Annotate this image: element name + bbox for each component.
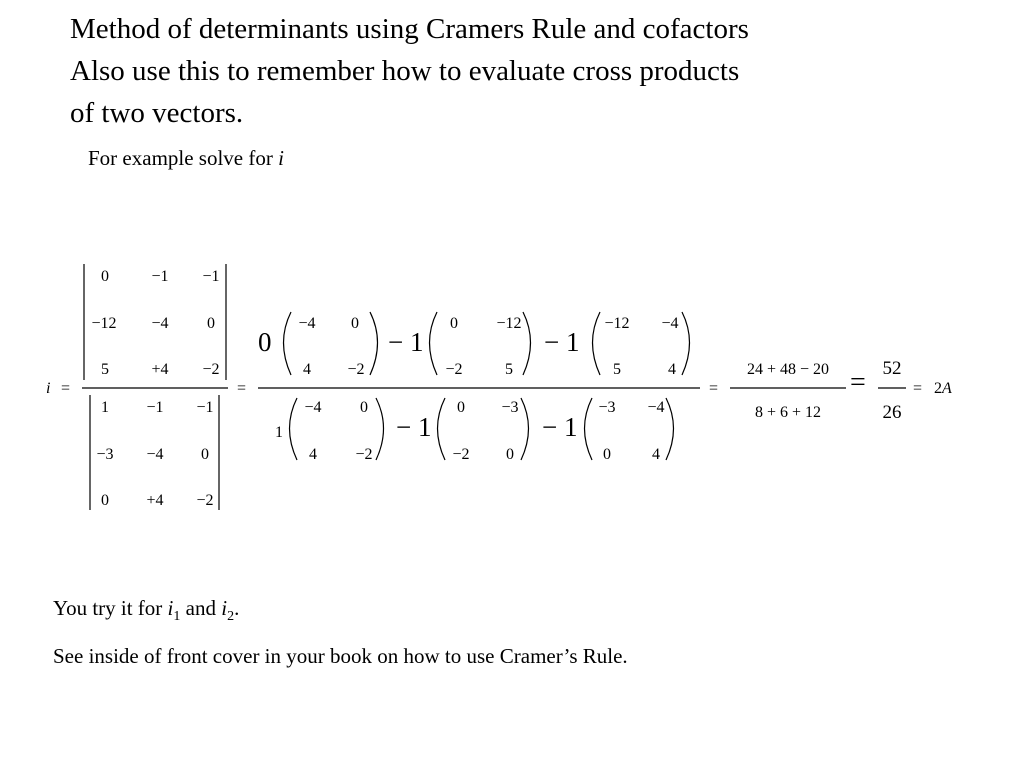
det-den-cell: 0 (201, 446, 209, 463)
note-cramers-reference: See inside of front cover in your book on how to use Cramer’s Rule. (53, 644, 628, 668)
note-sub-2: 2 (227, 609, 235, 625)
paren-n1-right (370, 312, 378, 375)
exp-num-coef1: 0 (258, 327, 272, 357)
exp-den-minor2-cell: 0 (506, 446, 514, 463)
exp-den-minor1-cell: 4 (309, 446, 317, 463)
exp-num-minor2-cell: −12 (496, 315, 522, 332)
final-numerator: 52 (882, 358, 902, 379)
paren-n3-left (593, 312, 601, 375)
det-den-cell: −4 (146, 446, 164, 463)
det-num-cell: −4 (151, 315, 169, 332)
exp-den-minor2-cell: −3 (501, 399, 519, 416)
sum-denominator: 8 + 6 + 12 (754, 404, 822, 421)
det-den-cell: −3 (96, 446, 114, 463)
result (934, 380, 952, 398)
exp-den-minor3-cell: −3 (598, 399, 616, 416)
exp-num-minor3-cell: 5 (613, 361, 621, 378)
det-num-cell: 0 (101, 268, 109, 285)
result-coef: 2 (934, 380, 942, 397)
note-var-1: i (167, 596, 174, 620)
paren-n1-left (284, 312, 292, 375)
lhs-variable: i (46, 380, 51, 397)
det-num-cell: −1 (202, 268, 220, 285)
paren-d1-right (376, 398, 384, 460)
paren-d3-left (585, 398, 593, 460)
final-denominator: 26 (882, 402, 902, 423)
note-and: and (180, 596, 222, 620)
exp-num-minor3-cell: −12 (604, 315, 630, 332)
det-den-cell: +4 (146, 492, 164, 509)
example-prompt-text: For example solve for (88, 146, 279, 170)
note-period: . (234, 596, 240, 620)
det-den-cell: −2 (196, 492, 214, 509)
det-num-cell: −1 (151, 268, 169, 285)
det-num-cell: 5 (101, 361, 109, 378)
result-var: A (942, 380, 952, 397)
exp-num-op2: − 1 (388, 327, 424, 357)
exp-den-minor3-cell: −4 (647, 399, 665, 416)
paren-n2-left (430, 312, 438, 375)
exp-den-minor3-cell: 0 (603, 446, 611, 463)
equals-3: = (913, 380, 923, 397)
exp-num-minor1-cell: −2 (347, 361, 365, 378)
exp-num-minor3-cell: −4 (661, 315, 679, 332)
exp-den-minor2-cell: 0 (457, 399, 465, 416)
det-den-cell: −1 (146, 399, 164, 416)
exp-den-op3: − 1 (542, 412, 578, 442)
exp-num-minor1-cell: −4 (298, 315, 316, 332)
exp-num-minor1-cell: 4 (303, 361, 311, 378)
title-line-2: Also use this to remember how to evaluate cross products (70, 55, 740, 87)
paren-d2-right (521, 398, 529, 460)
exp-num-op3: − 1 (544, 327, 580, 357)
exp-den-minor3-cell: 4 (652, 446, 660, 463)
equals-2: = (709, 380, 719, 397)
det-den-cell: 0 (101, 492, 109, 509)
exp-num-minor3-cell: 4 (668, 361, 676, 378)
title-line-1: Method of determinants using Cramers Rule and cofactors (70, 13, 749, 45)
exp-den-coef1: 1 (275, 424, 283, 441)
exp-num-minor2-cell: −2 (445, 361, 463, 378)
exp-num-minor2-cell: 5 (505, 361, 513, 378)
det-den-cell: −1 (196, 399, 214, 416)
exp-den-op2: − 1 (396, 412, 432, 442)
paren-d3-right (666, 398, 674, 460)
note-sub-1: 1 (173, 609, 181, 625)
note-var-2: i (221, 596, 228, 620)
det-num-cell: 0 (207, 315, 215, 332)
exp-num-minor2-cell: 0 (450, 315, 458, 332)
note-try-prefix: You try it for (53, 596, 168, 620)
exp-den-minor1-cell: 0 (360, 399, 368, 416)
det-num-cell: −2 (202, 361, 220, 378)
exp-den-minor2-cell: −2 (452, 446, 470, 463)
det-num-cell: −12 (91, 315, 117, 332)
exp-num-minor1-cell: 0 (351, 315, 359, 332)
paren-d1-left (290, 398, 298, 460)
note-try-it (53, 596, 239, 625)
equals-big: = (850, 367, 866, 398)
det-den-cell: 1 (101, 399, 109, 416)
example-prompt-var: i (278, 146, 284, 170)
exp-den-minor1-cell: −4 (304, 399, 322, 416)
lhs-equals: = (61, 380, 71, 397)
paren-n3-right (682, 312, 690, 375)
sum-numerator: 24 + 48 − 20 (746, 361, 830, 378)
det-num-cell: +4 (151, 361, 169, 378)
exp-den-minor1-cell: −2 (355, 446, 373, 463)
paren-d2-left (438, 398, 446, 460)
paren-n2-right (523, 312, 531, 375)
equals-1: = (237, 380, 247, 397)
title-line-3: of two vectors. (70, 97, 244, 129)
